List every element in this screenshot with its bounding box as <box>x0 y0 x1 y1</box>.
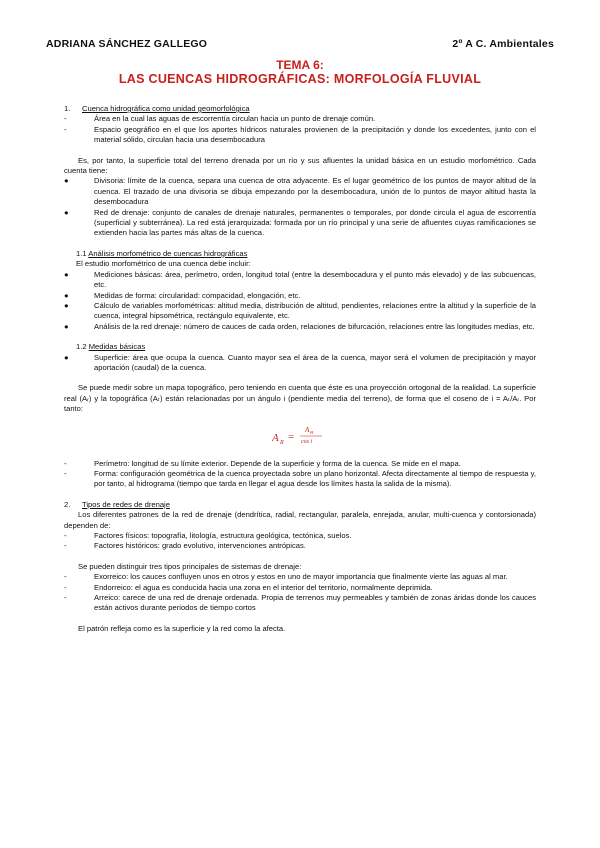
paragraph: El estudio morfométrico de una cuenca debe incluir: <box>76 259 251 269</box>
section-1-heading <box>64 104 536 114</box>
bullet-text: Análisis de la red drenaje: número de cauces de cada orden, relaciones de bifurcación, relaciones entre las longitudes medias, etc. <box>94 321 535 331</box>
bullet-text: Divisoria: límite de la cuenca, separa una cuenca de otra adyacente. Es el lugar geométrico de los puntos de mayor altitud de la cuenca. El trazado de una divisoria se dibuja empezando por la desembocadura, unión de lo puntos de mayor altitud hasta la desembocadura <box>94 176 536 207</box>
bullet-text: Mediciones básicas: área, perímetro, orden, longitud total (entre la desembocadura y el punto más elevado) y de las subcuencas, etc. <box>94 269 536 290</box>
bullet-marker: ● <box>64 321 69 331</box>
dash-marker: - <box>64 468 67 478</box>
section-number: 1. <box>64 104 71 113</box>
list-item-text: Área en la cual las aguas de escorrentía circulan hacia un punto de drenaje común. <box>94 114 376 124</box>
bullet-marker: ● <box>64 207 69 217</box>
formula-lhs-subscript: R <box>280 439 284 446</box>
section-title: Tipos de redes de drenaje <box>82 499 170 509</box>
subsection-1-1-heading <box>64 249 536 259</box>
list-item <box>64 125 536 146</box>
section-title: Medidas básicas <box>88 342 146 352</box>
list-item-text: Exorreico: los cauces confluyen unos en otros y estos en uno de mayor importancia que finalmente vierte las aguas al mar. <box>94 572 508 582</box>
formula-numerator-subscript: H <box>310 429 314 435</box>
bullet-item <box>64 208 536 239</box>
list-item <box>64 459 536 469</box>
list-item-text: Factores físicos: topografía, litología, estructura geológica, tectónica, suelos. <box>94 531 352 540</box>
dash-marker: - <box>64 572 67 582</box>
paragraph: Se pueden distinguir tres tipos principales de sistemas de drenaje: <box>78 561 302 571</box>
section-title: Cuenca hidrográfica como unidad geomorfológica <box>82 104 250 113</box>
section-2-heading <box>64 500 536 510</box>
dash-marker: - <box>64 582 67 592</box>
list-item <box>64 114 536 124</box>
list-item <box>64 593 536 614</box>
bullet-marker: ● <box>64 269 69 279</box>
title-line-2: LAS CUENCAS HIDROGRÁFICAS: MORFOLOGÍA FLUVIAL <box>118 72 482 86</box>
section-number: 2. <box>64 499 71 509</box>
list-item-text: Factores históricos: grado evolutivo, intervenciones antrópicas. <box>94 541 306 551</box>
list-item <box>64 583 536 593</box>
list-item <box>64 531 536 541</box>
title-line-1: TEMA 6: <box>276 58 324 72</box>
dash-marker: - <box>64 458 67 468</box>
list-item-text: Espacio geográfico en el que los aportes hídricos naturales provienen de la precipitación y donde los excedentes, junto con el material sólido, circulan hacia una desembocadura <box>94 124 536 145</box>
formula-numerator: A <box>305 425 310 434</box>
dash-marker: - <box>64 124 67 134</box>
author-name: ADRIANA SÁNCHEZ GALLEGO <box>46 38 208 50</box>
formula-graphic <box>272 421 332 451</box>
dash-marker: - <box>64 541 67 551</box>
section-number: 1.2 <box>76 342 87 352</box>
bullet-marker: ● <box>64 352 69 362</box>
paragraph: Se puede medir sobre un mapa topográfico, pero teniendo en cuenta que éste es una proyección ortogonal de la realidad. La superficie real (Aᵣ) y la topográfica (Aₜ) están relacionadas por un ángulo i (pendiente media del terreno), de forma que el coseno de i = Aₜ/Aᵣ. Por tanto: <box>64 383 536 414</box>
list-item-text: Perímetro: longitud de su límite exterior. Depende de la superficie y forma de la cuenca. Se mide en el mapa. <box>94 458 461 468</box>
list-item <box>64 572 536 582</box>
bullet-marker: ● <box>64 300 69 310</box>
bullet-item <box>64 322 536 332</box>
bullet-marker: ● <box>64 290 69 300</box>
list-item-text: Arreico: carece de una red de drenaje ordenada. Propia de terrenos muy permeables y también de zonas áridas donde los cauces están activos durante periodos de tiempo cortos <box>94 593 536 613</box>
bullet-item <box>64 301 536 322</box>
formula-equals: = <box>288 430 295 443</box>
section-number: 1.1 <box>76 248 87 258</box>
list-item <box>64 469 536 490</box>
paragraph: Los diferentes patrones de la red de drenaje (dendrítica, radial, rectangular, paralela, enrejada, anular, multi-cuenca y contorsionada) dependen de: <box>64 510 536 530</box>
list-item-text: Endorreico: el agua es conducida hacia una zona en el interior del territorio, normalmente deprimida. <box>94 582 433 592</box>
paragraph: El patrón refleja como es la superficie y la red como la afecta. <box>78 623 286 633</box>
bullet-text: Superficie: área que ocupa la cuenca. Cuanto mayor sea el área de la cuenca, mayor será el volumen de precipitación y mayor aportación (caudal) de la cuenca. <box>94 352 536 372</box>
list-item <box>64 541 536 551</box>
list-item-text: Forma: configuración geométrica de la cuenca proyectada sobre un plano horizontal. Afecta directamente al tiempo de respuesta y, por tanto, al hidrograma (tiempo que tarda en llegar el agua desde los límites hasta la salida de la misma). <box>94 468 536 489</box>
bullet-item <box>64 270 536 291</box>
section-title: Análisis morfométrico de cuencas hidrográficas <box>88 248 248 258</box>
document-body <box>64 104 536 634</box>
dash-marker: - <box>64 593 67 603</box>
bullet-item <box>64 353 536 374</box>
dash-marker: - <box>64 114 67 124</box>
bullet-item <box>64 291 536 301</box>
bullet-item <box>64 176 536 207</box>
bullet-text: Red de drenaje: conjunto de canales de drenaje naturales, permanentes o temporales, por donde circula el agua de escorrentía (superficial y subterránea). La red está jerarquizada: formada por un río principal y una serie de afluentes cuyas ramificaciones se extienden hacia las partes más altas de la cuenca. <box>94 207 536 238</box>
bullet-marker: ● <box>64 176 69 186</box>
dash-marker: - <box>64 531 67 540</box>
formula-lhs: A <box>272 431 279 444</box>
area-formula <box>64 421 536 451</box>
course-name: 2º A C. Ambientales <box>452 38 554 50</box>
formula-denominator: cos i <box>301 438 313 445</box>
subsection-1-2-heading <box>64 342 536 352</box>
paragraph: Es, por tanto, la superficie total del terreno drenada por un río y sus afluentes la unidad básica en un estudio morfométrico. Cada cuenta tiene: <box>64 155 536 176</box>
bullet-text: Cálculo de variables morfométricas: altitud media, distribución de altitud, pendientes, relaciones entre la altitud y la superficie de la cuenca, integral hipsométrica, rectángulo equivalente, etc. <box>94 300 536 321</box>
bullet-text: Medidas de forma: circularidad: compacidad, elongación, etc. <box>94 290 301 300</box>
